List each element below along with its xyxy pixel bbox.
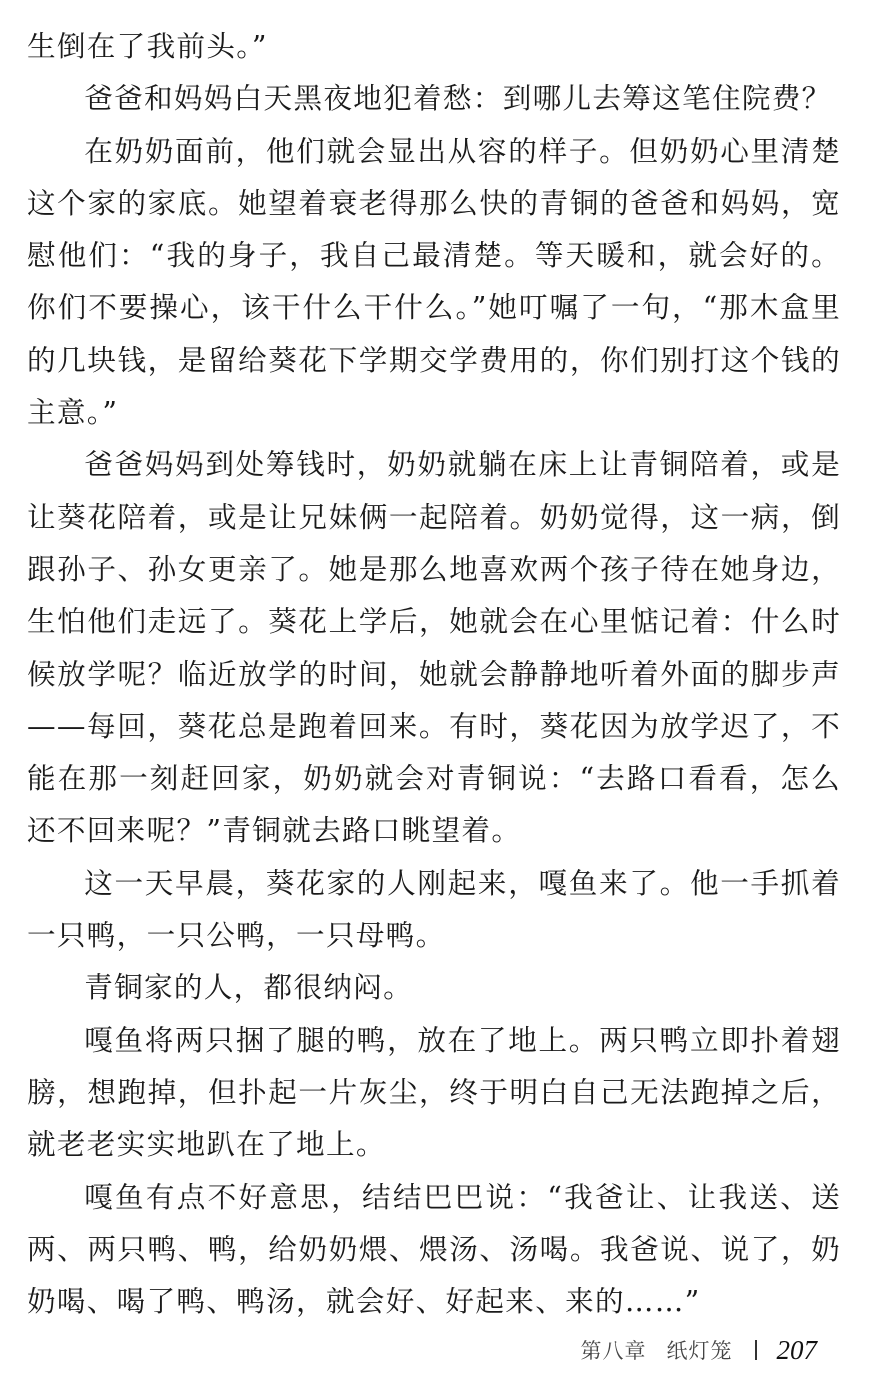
body-text <box>27 20 841 1327</box>
paragraph: 在奶奶面前，他们就会显出从容的样子。但奶奶心里清楚这个家的家底。她望着衰老得那么快的青铜的爸爸和妈妈，宽慰他们：“我的身子，我自己最清楚。等天暖和，就会好的。你们不要操心，该干什么干什么。”她叮嘱了一句，“那木盒里的几块钱，是留给葵花下学期交学费用的，你们别打这个钱的主意。” <box>27 133 841 430</box>
chapter-title: 纸灯笼 <box>666 1339 733 1363</box>
paragraph: 爸爸和妈妈白天黑夜地犯着愁：到哪儿去筹这笔住院费？ <box>84 81 832 116</box>
paragraph: 爸爸妈妈到处筹钱时，奶奶就躺在床上让青铜陪着，或是让葵花陪着，或是让兄妹俩一起陪着。奶奶觉得，这一病，倒跟孙子、孙女更亲了。她是那么地喜欢两个孩子待在她身边，生怕他们走远了。葵花上学后，她就会在心里惦记着：什么时候放学呢？临近放学的时间，她就会静静地听着外面的脚步声——每回，葵花总是跑着回来。有时，葵花因为放学迟了，不能在那一刻赶回家，奶奶就会对青铜说：“去路口看看，怎么还不回来呢？”青铜就去路口眺望着。 <box>27 447 841 848</box>
paragraph: 这一天早晨，葵花家的人刚起来，嘎鱼来了。他一手抓着一只鸭，一只公鸭，一只母鸭。 <box>27 865 841 953</box>
page-number: 207 <box>776 1334 817 1365</box>
paragraph: 生倒在了我前头。” <box>27 29 268 63</box>
paragraph: 嘎鱼有点不好意思，结结巴巴说：“我爸让、让我送、送两、两只鸭、鸭，给奶奶煨、煨汤、汤喝。我爸说、说了，奶奶喝、喝了鸭、鸭汤，就会好、好起来、来的……” <box>27 1179 841 1319</box>
page-footer <box>560 1332 850 1368</box>
footer-divider <box>755 1340 757 1360</box>
chapter-label: 第八章 <box>580 1339 647 1363</box>
paragraph: 青铜家的人，都很纳闷。 <box>84 970 414 1005</box>
paragraph: 嘎鱼将两只捆了腿的鸭，放在了地上。两只鸭立即扑着翅膀，想跑掉，但扑起一片灰尘，终于明白自己无法跑掉之后，就老老实实地趴在了地上。 <box>27 1022 841 1162</box>
